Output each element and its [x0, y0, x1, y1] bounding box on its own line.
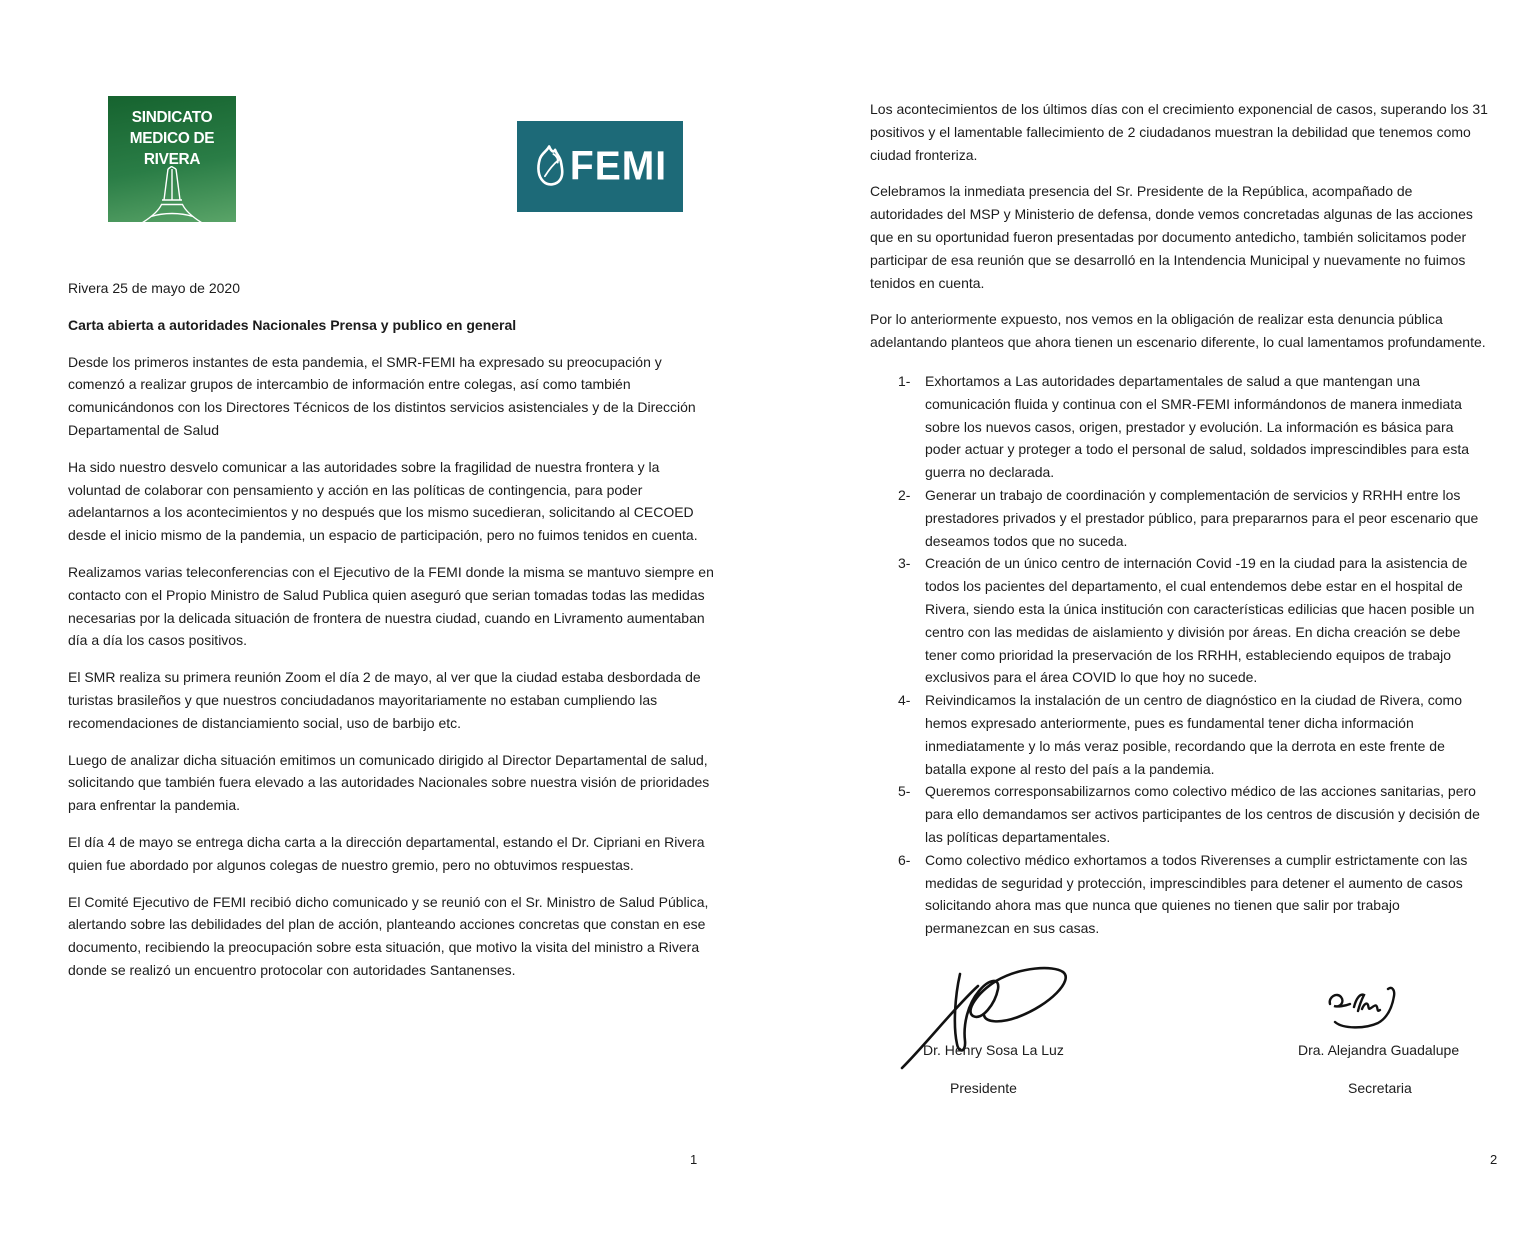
smr-logo-text [111, 96, 234, 170]
paragraph: Desde los primeros instantes de esta pandemia, el SMR-FEMI ha expresado su preocupación y comenzó a realizar grupos de intercambio de información entre colegas, así como también comunicándonos con los Directores Técnicos de los distintos servicios asistenciales y de la Dirección Departamental de Salud [68, 353, 696, 438]
page-2 [770, 0, 1540, 1240]
paragraph: Los acontecimientos de los últimos días con el crecimiento exponencial de casos, superando los 31 positivos y el lamentable fallecimiento de 2 ciudadanos muestran la debilidad que tenemos como ciudad fronteriza. [870, 101, 1488, 163]
paragraph: El SMR realiza su primera reunión Zoom el día 2 de mayo, al ver que la ciudad estaba desbordada de turistas brasileños y que nuestros conciudadanos mayoritariamente no estaban cumpliendo las recomendaciones de distanciamiento social, uso de barbijo etc. [68, 669, 701, 731]
femi-logo [517, 121, 683, 212]
paragraph: Luego de analizar dicha situación emitimos un comunicado dirigido al Director Departamental de salud, solicitando que también fuera elevado a las autoridades Nacionales sobre nuestra visión de prioridades para enfrentar la pandemia. [68, 751, 710, 814]
femi-emblem-icon [533, 143, 567, 189]
list-marker: 2- [898, 486, 911, 503]
smr-logo-line: RIVERA [143, 151, 201, 168]
letter-body-page-1 [68, 277, 716, 996]
demands-list [870, 370, 1488, 940]
list-item [898, 780, 1488, 848]
signature-name-secretary: Dra. Alejandra Guadalupe [1298, 1042, 1460, 1058]
list-item-text: Creación de un único centro de internación Covid -19 en la ciudad para la asistencia de todos los pacientes del departamento, el cual entendemos debe estar en el hospital de Rivera, siendo esta la única institución con características edilicias que hacen posible un centro con las medidas de aislamiento y división por áreas. En dicha creación se debe tener como prioridad la preservación de los RRHH, estableciendo equipos de trabajo exclusivos para el área COVID lo que hoy no sucede. [925, 555, 1475, 686]
smr-logo [108, 96, 236, 222]
signature-role-president: Presidente [950, 1080, 1017, 1096]
signature-name-president: Dr. Henry Sosa La Luz [923, 1042, 1064, 1058]
page-number: 1 [690, 1152, 698, 1167]
letter-date: Rivera 25 de mayo de 2020 [68, 280, 240, 296]
paragraph: Realizamos varias teleconferencias con el Ejecutivo de la FEMI donde la misma se mantuvo siempre en contacto con el Propio Ministro de Salud Publica quien aseguró que serian tomadas todas las medidas necesarias por la delicada situación de frontera de nuestra ciudad, cuando en Livramento aumentaban día a día los casos positivos. [68, 563, 714, 649]
list-item-text: Como colectivo médico exhortamos a todos Riverenses a cumplir estrictamente con las medidas de seguridad y protección, imprescindibles para detener el aumento de casos solicitando ahora mas que nunca que quienes no tienen que salir por trabajo permanezcan en sus casas. [925, 851, 1468, 937]
list-item [898, 849, 1488, 940]
list-marker: 3- [898, 555, 911, 572]
paragraph: Por lo anteriormente expuesto, nos vemos en la obligación de realizar esta denuncia pública adelantando planteos que ahora tienen un escenario diferente, lo cual lamentamos profundamente. [870, 311, 1486, 351]
letter-title: Carta abierta a autoridades Nacionales Prensa y publico en general [68, 316, 517, 333]
paragraph: Celebramos la inmediata presencia del Sr. Presidente de la República, acompañado de autoridades del MSP y Ministerio de defensa, donde vemos concretadas algunas de las acciones que en su oportunidad fueron presentadas por documento antedicho, también solicitamos poder participar de esa reunión que se desarrolló en la Intendencia Municipal y nuevamente no fuimos tenidos en cuenta. [870, 183, 1473, 291]
list-item [898, 689, 1488, 780]
list-item [898, 484, 1488, 552]
paragraph: Ha sido nuestro desvelo comunicar a las autoridades sobre la fragilidad de nuestra frontera y la voluntad de colaborar con pensamiento y acción en las políticas de contingencia, para poder adelantarnos a los acontecimientos y no después que los mismo sucedieran, solicitando al CECOED desde el inicio mismo de la pandemia, un espacio de participación, pero no fuimos tenidos en cuenta. [68, 458, 698, 544]
paragraph: El día 4 de mayo se entrega dicha carta a la dirección departamental, estando el Dr. Cipriani en Rivera quien fue abordado por algunos colegas de nuestro gremio, pero no obtuvimos respuestas. [68, 833, 705, 873]
smr-logo-line: SINDICATO [131, 109, 213, 126]
page-number: 2 [1490, 1152, 1498, 1167]
letter-body-page-2 [870, 98, 1488, 940]
smr-logo-line: MEDICO DE [129, 130, 215, 147]
list-item [898, 552, 1488, 689]
signature-role-secretary: Secretaria [1348, 1080, 1412, 1096]
list-marker: 4- [898, 692, 911, 709]
paragraph: El Comité Ejecutivo de FEMI recibió dicho comunicado y se reunió con el Sr. Ministro de Salud Pública, alertando sobre las debilidades del plan de acción, planteando acciones concretas que constan en ese documento, recibiendo la preocupación sobre esta situación, que motivo la visita del ministro a Rivera donde se realizó un encuentro protocolar con autoridades Santanenses. [68, 893, 709, 978]
monument-obelisk-icon [134, 166, 210, 222]
list-item-text: Exhortamos a Las autoridades departamentales de salud a que mantengan una comunicación fluida y continua con el SMR-FEMI informándonos de manera inmediata sobre los nuevos casos, origen, prestador y evolución. La información es básica para poder actuar y proteger a todo el personal de salud, soldados imprescindibles para esta guerra no declarada. [925, 372, 1469, 481]
list-item-text: Queremos corresponsabilizarnos como colectivo médico de las acciones sanitarias, pero para ello demandamos ser activos participantes de los centros de discusión y decisión de las políticas departamentales. [925, 783, 1480, 845]
list-item-text: Reivindicamos la instalación de un centro de diagnóstico en la ciudad de Rivera, como hemos expresado anteriormente, pues es fundamental tener dicha información inmediatamente y lo más veraz posible, recordando que la derrota en este frente de batalla expone al resto del país a la pandemia. [925, 692, 1462, 777]
femi-logo-text: FEMI [569, 143, 668, 189]
signature-secretary [1325, 984, 1399, 1034]
list-item-text: Generar un trabajo de coordinación y complementación de servicios y RRHH entre los prestadores privados y el prestador público, para prepararnos para el peor escenario que deseamos todos que no suceda. [925, 486, 1479, 549]
list-marker: 1- [898, 372, 911, 389]
list-item [898, 370, 1488, 484]
list-marker: 6- [898, 851, 911, 868]
list-marker: 5- [898, 783, 911, 800]
